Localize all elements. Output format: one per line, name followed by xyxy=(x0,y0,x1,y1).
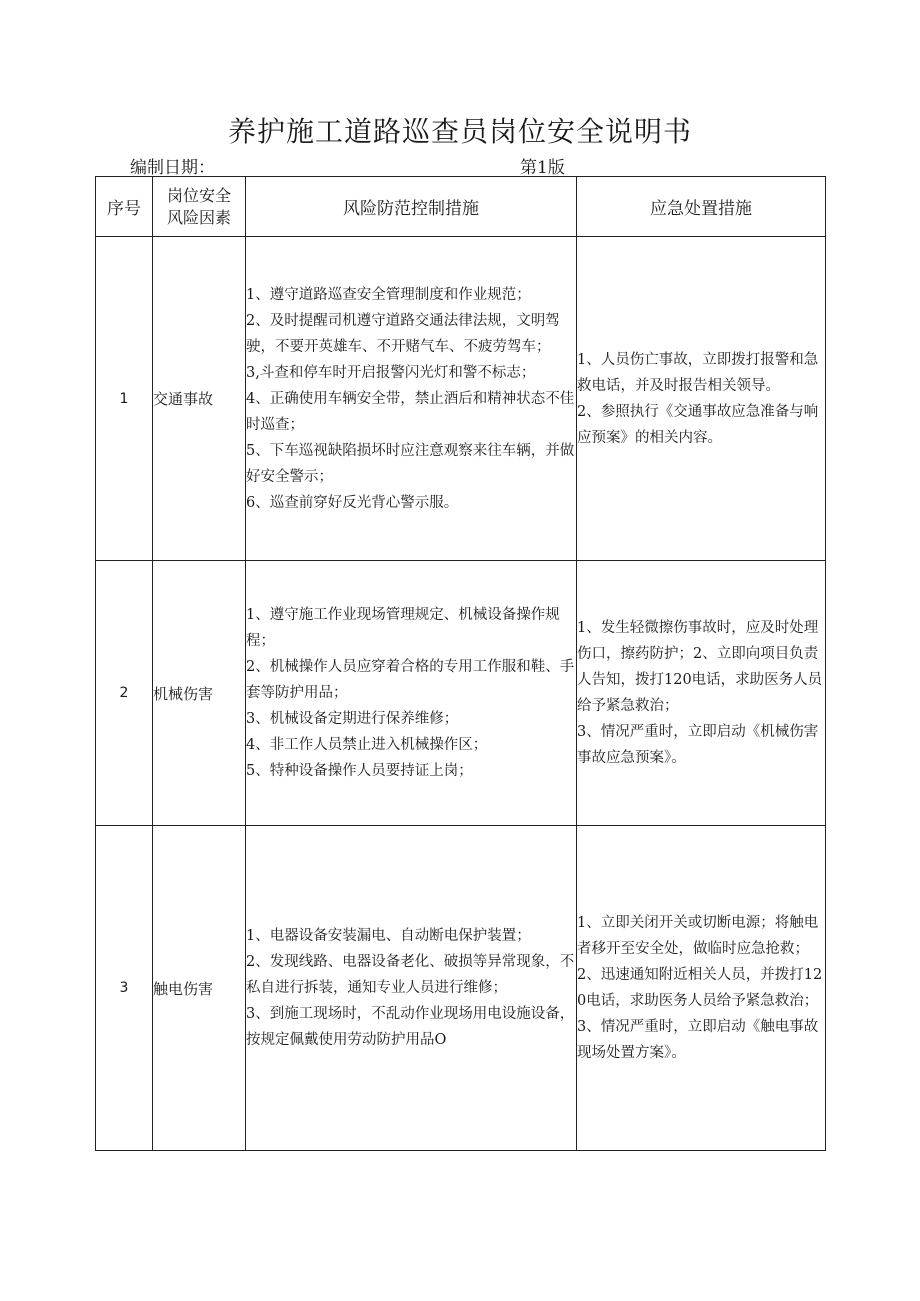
emergency-item: 2、迅速通知附近相关人员，并拨打120电话，求助医务人员给予紧急救治； xyxy=(577,967,823,1009)
table-row xyxy=(96,237,826,561)
safety-table xyxy=(95,176,826,1151)
row-emergency-measures xyxy=(577,826,826,1151)
document-title: 养护施工道路巡查员岗位安全说明书 xyxy=(227,115,692,148)
row-risk-factor: 机械伤害 xyxy=(153,561,246,826)
control-item: 4、非工作人员禁止进入机械操作区； xyxy=(246,737,488,753)
version-label: 第1版 xyxy=(520,158,565,178)
emergency-item: 2、参照执行《交通事故应急准备与响应预案》的相关内容。 xyxy=(577,403,819,446)
emergency-item: 1、立即关闭开关或切断电源；将触电者移开至安全处，做临时应急抢救； xyxy=(577,915,819,957)
control-item: 1、电器设备安装漏电、自动断电保护装置； xyxy=(246,928,531,944)
table-row xyxy=(96,826,826,1151)
row-control-measures xyxy=(246,826,577,1151)
row-number: 1 xyxy=(96,237,153,561)
control-item: 2、机械操作人员应穿着合格的专用工作服和鞋、手套等防护用品； xyxy=(246,659,575,701)
control-item: 1、遵守道路巡查安全管理制度和作业规范； xyxy=(246,286,531,303)
row-emergency-measures xyxy=(577,561,826,826)
row-number: 2 xyxy=(96,561,153,826)
header-risk-line1: 岗位安全 xyxy=(166,185,231,205)
compile-date-label: 编制日期： xyxy=(130,158,215,178)
header-control-measures: 风险防范控制措施 xyxy=(246,177,577,237)
header-number: 序号 xyxy=(96,177,153,237)
header-risk-factor xyxy=(153,177,246,237)
control-item: 4、正确使用车辆安全带，禁止酒后和精神状态不佳时巡查； xyxy=(246,390,575,433)
control-item: 3、到施工现场时，不乱动作业现场用电设施设备，按规定佩戴使用劳动防护用品O xyxy=(246,1006,575,1048)
control-item: 5、下车巡视缺陷损坏时应注意观察来往车辆，并做好安全警示； xyxy=(246,442,575,485)
emergency-item: 1、发生轻微擦伤事故时，应及时处理伤口，擦药防护；2、立即向项目负责人告知，拨打120电话，求助医务人员给予紧急救治； xyxy=(577,620,823,714)
control-item: 5、特种设备操作人员要持证上岗； xyxy=(246,763,473,779)
control-item: 6、巡查前穿好反光背心警示服。 xyxy=(246,494,459,511)
control-item: 3、机械设备定期进行保养维修； xyxy=(246,711,459,727)
emergency-item: 3、情况严重时，立即启动《机械伤害事故应急预案》。 xyxy=(577,724,819,766)
control-item: 2、发现线路、电器设备老化、破损等异常现象，不私自进行拆装，通知专业人员进行维修； xyxy=(246,954,575,996)
row-number: 3 xyxy=(96,826,153,1151)
table-header-row xyxy=(96,177,826,237)
emergency-item: 3、情况严重时，立即启动《触电事故现场处置方案》。 xyxy=(577,1019,819,1061)
header-risk-line2: 风险因素 xyxy=(166,207,231,227)
row-control-measures xyxy=(246,237,577,561)
emergency-item: 1、人员伤亡事故，立即拨打报警和急救电话，并及时报告相关领导。 xyxy=(577,351,819,394)
row-risk-factor: 交通事故 xyxy=(153,237,246,561)
row-emergency-measures xyxy=(577,237,826,561)
header-emergency-measures: 应急处置措施 xyxy=(577,177,826,237)
row-risk-factor: 触电伤害 xyxy=(153,826,246,1151)
row-control-measures xyxy=(246,561,577,826)
control-item: 2、及时提醒司机遵守道路交通法律法规，文明驾驶，不要开英雄车、不开赌气车、不疲劳驾车； xyxy=(246,312,560,355)
table-row xyxy=(96,561,826,826)
control-item: 1、遵守施工作业现场管理规定、机械设备操作规程； xyxy=(246,607,560,649)
control-item: 3,斗查和停车时开启报警闪光灯和警不标志； xyxy=(246,364,536,381)
